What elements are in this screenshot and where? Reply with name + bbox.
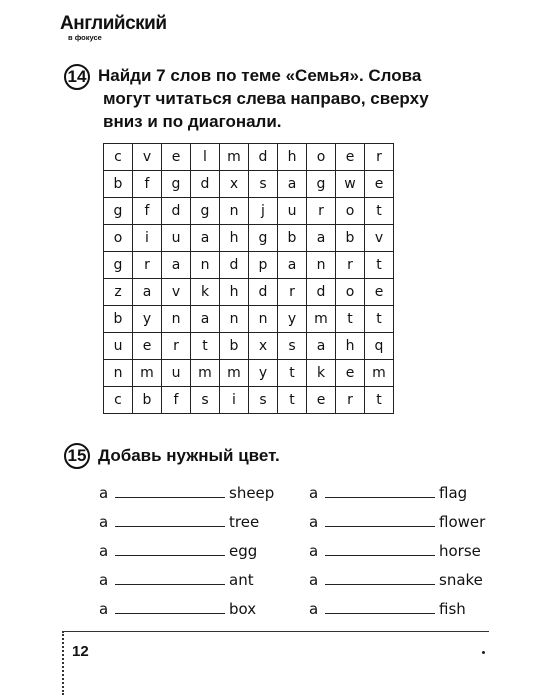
grid-cell[interactable]: d xyxy=(191,171,220,198)
grid-cell[interactable]: h xyxy=(220,225,249,252)
answer-list xyxy=(0,483,550,628)
grid-cell[interactable]: m xyxy=(307,306,336,333)
noun-word: horse xyxy=(439,542,481,560)
task-14-number: 14 xyxy=(64,64,90,90)
answer-row xyxy=(0,483,550,512)
noun-word: flower xyxy=(439,513,486,531)
dotted-margin xyxy=(62,631,64,695)
grid-cell[interactable]: a xyxy=(191,306,220,333)
grid-cell[interactable]: o xyxy=(336,279,365,306)
grid-cell[interactable]: h xyxy=(336,333,365,360)
grid-cell[interactable]: b xyxy=(133,387,162,414)
grid-cell[interactable]: n xyxy=(191,252,220,279)
logo-subtitle: в фокусе xyxy=(68,33,102,42)
answer-row xyxy=(0,541,550,570)
task-14-line-2: могут читаться слева направо, сверху xyxy=(103,89,429,108)
grid-cell[interactable]: e xyxy=(336,360,365,387)
article: a xyxy=(309,600,319,618)
answer-item xyxy=(309,483,467,502)
task-14-line-3: вниз и по диагонали. xyxy=(103,112,282,131)
grid-row xyxy=(104,279,394,306)
grid-cell[interactable]: r xyxy=(162,333,191,360)
color-blank[interactable] xyxy=(115,599,225,614)
grid-cell[interactable]: r xyxy=(278,279,307,306)
article: a xyxy=(309,542,319,560)
grid-cell[interactable]: t xyxy=(365,306,394,333)
grid-cell[interactable]: v xyxy=(162,279,191,306)
grid-cell[interactable]: y xyxy=(249,360,278,387)
grid-cell[interactable]: s xyxy=(191,387,220,414)
grid-cell[interactable]: c xyxy=(104,144,133,171)
answer-row xyxy=(0,599,550,628)
grid-row xyxy=(104,360,394,387)
grid-cell[interactable]: i xyxy=(220,387,249,414)
grid-cell[interactable]: r xyxy=(336,387,365,414)
grid-row xyxy=(104,171,394,198)
grid-cell[interactable]: t xyxy=(278,387,307,414)
color-blank[interactable] xyxy=(325,570,435,585)
grid-cell[interactable]: t xyxy=(278,360,307,387)
grid-cell[interactable]: a xyxy=(278,171,307,198)
grid-cell[interactable]: g xyxy=(191,198,220,225)
grid-row xyxy=(104,198,394,225)
grid-cell[interactable]: r xyxy=(365,144,394,171)
grid-cell[interactable]: s xyxy=(249,171,278,198)
grid-row xyxy=(104,333,394,360)
color-blank[interactable] xyxy=(115,512,225,527)
grid-cell[interactable]: l xyxy=(191,144,220,171)
grid-cell[interactable]: r xyxy=(133,252,162,279)
color-blank[interactable] xyxy=(325,599,435,614)
task-15-title: Добавь нужный цвет. xyxy=(98,446,280,465)
color-blank[interactable] xyxy=(325,512,435,527)
grid-cell[interactable]: b xyxy=(336,225,365,252)
logo-title: Английский xyxy=(60,13,167,34)
grid-cell[interactable]: o xyxy=(307,144,336,171)
grid-cell[interactable]: b xyxy=(278,225,307,252)
grid-cell[interactable]: n xyxy=(162,306,191,333)
answer-item xyxy=(309,599,466,618)
grid-cell[interactable]: a xyxy=(307,333,336,360)
noun-word: fish xyxy=(439,600,466,618)
footer-divider xyxy=(63,631,489,632)
footer-dot xyxy=(482,651,485,654)
answer-item xyxy=(309,570,483,589)
answer-item xyxy=(99,570,254,589)
noun-word: box xyxy=(229,600,257,618)
article: a xyxy=(99,600,109,618)
grid-cell[interactable]: r xyxy=(336,252,365,279)
grid-row xyxy=(104,144,394,171)
grid-cell[interactable]: e xyxy=(162,144,191,171)
color-blank[interactable] xyxy=(325,483,435,498)
grid-cell[interactable]: g xyxy=(104,252,133,279)
grid-cell[interactable]: t xyxy=(365,252,394,279)
grid-cell[interactable]: e xyxy=(365,171,394,198)
grid-row xyxy=(104,252,394,279)
grid-cell[interactable]: m xyxy=(133,360,162,387)
grid-cell[interactable]: s xyxy=(278,333,307,360)
grid-cell[interactable]: a xyxy=(307,225,336,252)
grid-cell[interactable]: t xyxy=(336,306,365,333)
grid-cell[interactable]: k xyxy=(307,360,336,387)
grid-row xyxy=(104,225,394,252)
grid-cell[interactable]: x xyxy=(220,171,249,198)
grid-cell[interactable]: d xyxy=(162,198,191,225)
grid-cell[interactable]: n xyxy=(307,252,336,279)
grid-cell[interactable]: e xyxy=(307,387,336,414)
grid-cell[interactable]: r xyxy=(307,198,336,225)
grid-cell[interactable]: n xyxy=(220,198,249,225)
grid-cell[interactable]: o xyxy=(336,198,365,225)
grid-cell[interactable]: o xyxy=(104,225,133,252)
grid-cell[interactable]: f xyxy=(133,171,162,198)
noun-word: tree xyxy=(229,513,260,531)
grid-cell[interactable]: t xyxy=(365,387,394,414)
answer-row xyxy=(0,512,550,541)
article: a xyxy=(99,484,109,502)
task-15-number: 15 xyxy=(64,443,90,469)
noun-word: flag xyxy=(439,484,468,502)
noun-word: sheep xyxy=(229,484,275,502)
answer-item xyxy=(99,541,257,560)
answer-item xyxy=(99,512,259,531)
grid-row xyxy=(104,387,394,414)
grid-cell[interactable]: g xyxy=(307,171,336,198)
answer-item xyxy=(99,599,256,618)
article: a xyxy=(309,571,319,589)
color-blank[interactable] xyxy=(115,483,225,498)
article: a xyxy=(309,484,319,502)
grid-cell[interactable]: u xyxy=(278,198,307,225)
word-search-grid xyxy=(103,143,394,414)
grid-cell[interactable]: m xyxy=(365,360,394,387)
grid-cell[interactable]: m xyxy=(220,144,249,171)
task-14-line-1: Найди 7 слов по теме «Семья». Слова xyxy=(98,66,422,85)
article: a xyxy=(99,513,109,531)
grid-cell[interactable]: d xyxy=(220,252,249,279)
grid-cell[interactable]: v xyxy=(133,144,162,171)
grid-cell[interactable]: a xyxy=(191,225,220,252)
grid-cell[interactable]: h xyxy=(278,144,307,171)
color-blank[interactable] xyxy=(115,541,225,556)
grid-cell[interactable]: u xyxy=(162,225,191,252)
grid-cell[interactable]: a xyxy=(133,279,162,306)
page-number: 12 xyxy=(72,643,89,660)
grid-cell[interactable]: g xyxy=(249,225,278,252)
grid-cell[interactable]: j xyxy=(249,198,278,225)
grid-cell[interactable]: t xyxy=(191,333,220,360)
answer-row xyxy=(0,570,550,599)
grid-cell[interactable]: i xyxy=(133,225,162,252)
grid-cell[interactable]: n xyxy=(104,360,133,387)
grid-cell[interactable]: h xyxy=(220,279,249,306)
grid-cell[interactable]: f xyxy=(162,387,191,414)
article: a xyxy=(99,571,109,589)
grid-cell[interactable]: f xyxy=(133,198,162,225)
grid-cell[interactable]: q xyxy=(365,333,394,360)
grid-cell[interactable]: z xyxy=(104,279,133,306)
answer-item xyxy=(309,541,481,560)
grid-cell[interactable]: e xyxy=(336,144,365,171)
grid-cell[interactable]: d xyxy=(307,279,336,306)
grid-cell[interactable]: g xyxy=(162,171,191,198)
grid-cell[interactable]: e xyxy=(365,279,394,306)
grid-row xyxy=(104,306,394,333)
grid-cell[interactable]: t xyxy=(365,198,394,225)
color-blank[interactable] xyxy=(115,570,225,585)
grid-cell[interactable]: k xyxy=(191,279,220,306)
noun-word: egg xyxy=(229,542,258,560)
color-blank[interactable] xyxy=(325,541,435,556)
grid-cell[interactable]: y xyxy=(278,306,307,333)
grid-cell[interactable]: a xyxy=(162,252,191,279)
grid-cell[interactable]: b xyxy=(104,171,133,198)
grid-cell[interactable]: y xyxy=(133,306,162,333)
grid-cell[interactable]: a xyxy=(278,252,307,279)
grid-cell[interactable]: u xyxy=(162,360,191,387)
grid-cell[interactable]: m xyxy=(220,360,249,387)
grid-cell[interactable]: e xyxy=(133,333,162,360)
grid-cell[interactable]: x xyxy=(249,333,278,360)
grid-cell[interactable]: u xyxy=(104,333,133,360)
answer-item xyxy=(99,483,274,502)
grid-cell[interactable]: n xyxy=(249,306,278,333)
article: a xyxy=(309,513,319,531)
grid-cell[interactable]: s xyxy=(249,387,278,414)
grid-cell[interactable]: d xyxy=(249,279,278,306)
grid-cell[interactable]: p xyxy=(249,252,278,279)
grid-cell[interactable]: v xyxy=(365,225,394,252)
grid-cell[interactable]: c xyxy=(104,387,133,414)
grid-cell[interactable]: n xyxy=(220,306,249,333)
noun-word: ant xyxy=(229,571,254,589)
grid-cell[interactable]: w xyxy=(336,171,365,198)
grid-cell[interactable]: d xyxy=(249,144,278,171)
book-logo xyxy=(60,14,167,42)
grid-cell[interactable]: b xyxy=(104,306,133,333)
noun-word: snake xyxy=(439,571,483,589)
answer-item xyxy=(309,512,485,531)
article: a xyxy=(99,542,109,560)
grid-cell[interactable]: b xyxy=(220,333,249,360)
grid-cell[interactable]: m xyxy=(191,360,220,387)
grid-cell[interactable]: g xyxy=(104,198,133,225)
